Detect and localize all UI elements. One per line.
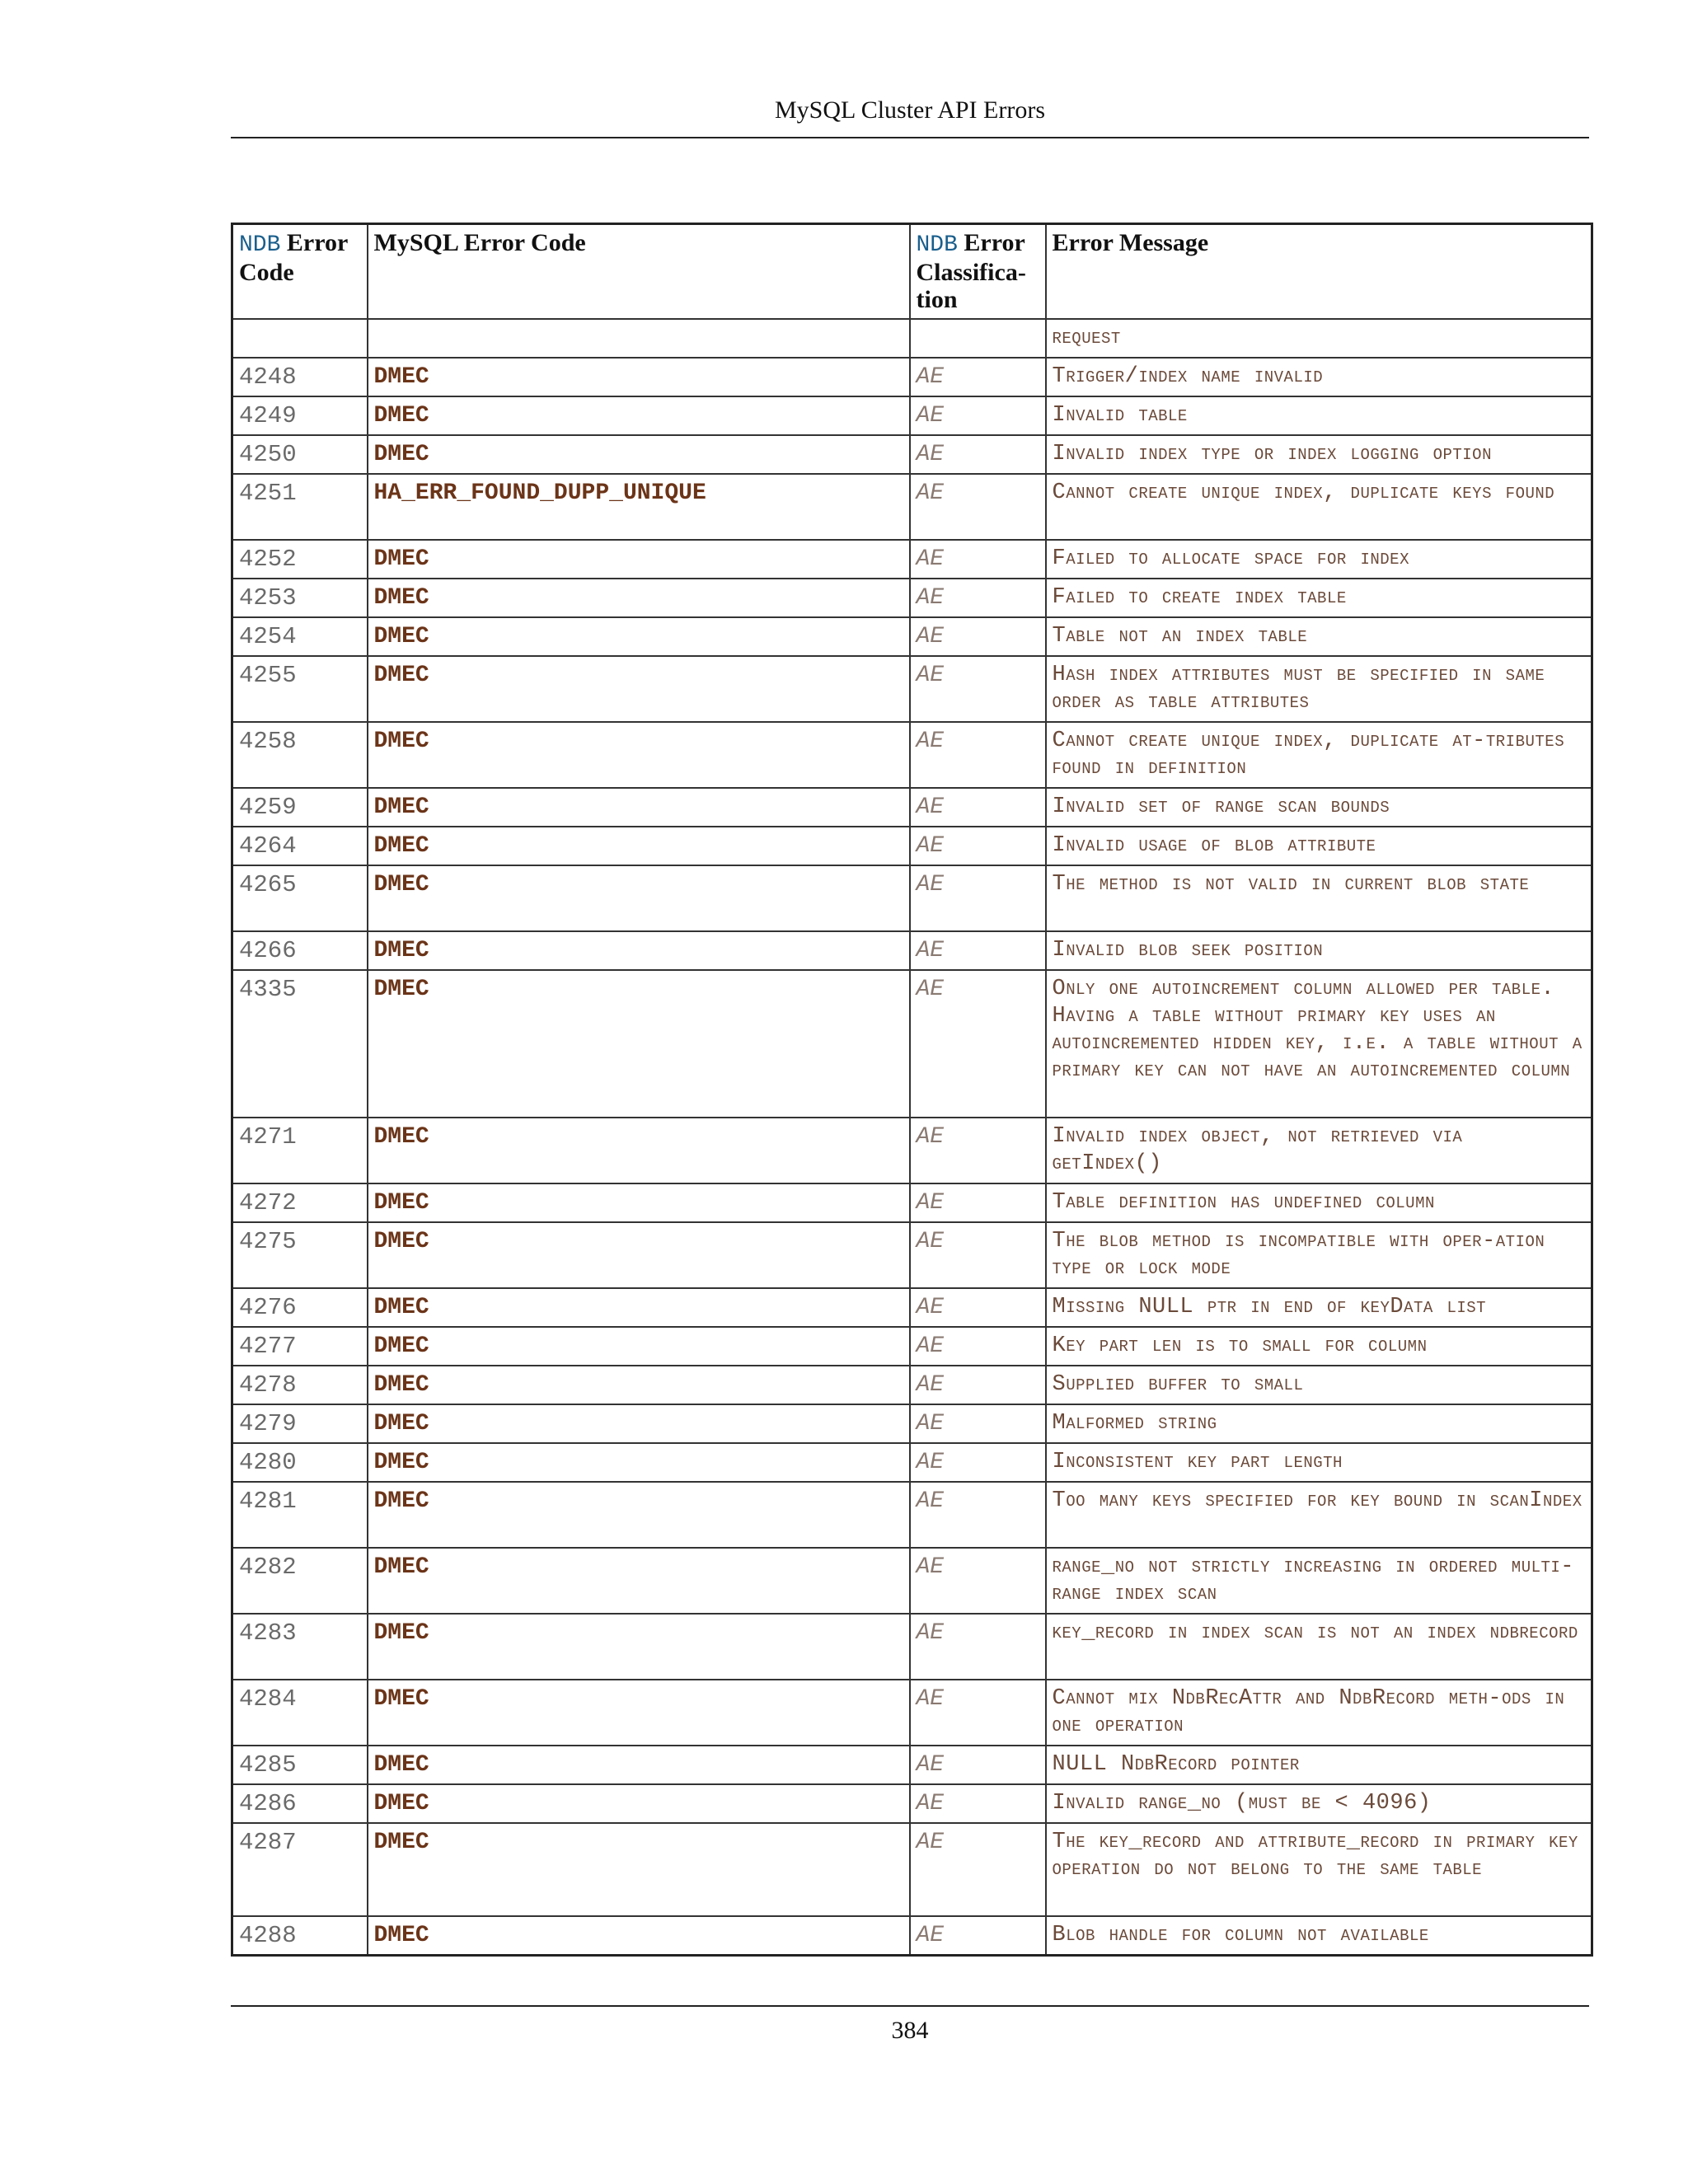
ndb-error-code-cell [232,319,368,358]
ndb-error-code-cell: 4250 [232,435,368,474]
error-classification-cell: AE [910,1680,1046,1746]
error-message-cell: key_record in index scan is not an index ndbrecord [1046,1614,1592,1680]
column-header-error-message [1046,224,1592,320]
mysql-error-code-cell: DMEC [368,931,910,970]
mysql-error-code-cell [368,319,910,358]
error-classification-cell: AE [910,540,1046,579]
mysql-error-code-cell: DMEC [368,435,910,474]
mysql-error-code-cell: DMEC [368,1784,910,1823]
ndb-error-code-cell: 4335 [232,970,368,1118]
table-row [232,1288,1592,1327]
column-header-label: Error Code [239,229,348,286]
mysql-error-code-cell: DMEC [368,827,910,865]
table-row [232,970,1592,1118]
error-classification-cell: AE [910,1916,1046,1956]
table-row [232,1746,1592,1784]
ndb-error-code-cell: 4254 [232,617,368,656]
error-classification-cell: AE [910,1784,1046,1823]
ndb-error-code-cell: 4265 [232,865,368,931]
error-message-cell: Too many keys specified for key bound in scanIndex [1046,1482,1592,1548]
table-row [232,1118,1592,1183]
error-classification-cell: AE [910,1288,1046,1327]
error-classification-cell: AE [910,1118,1046,1183]
ndb-error-code-cell: 4271 [232,1118,368,1183]
ndb-prefix: NDB [916,232,958,258]
ndb-error-code-cell: 4280 [232,1443,368,1482]
ndb-error-code-cell: 4264 [232,827,368,865]
mysql-error-code-cell: DMEC [368,1614,910,1680]
ndb-error-code-cell: 4252 [232,540,368,579]
table-row [232,1327,1592,1366]
mysql-error-code-cell: DMEC [368,1118,910,1183]
ndb-error-code-cell: 4286 [232,1784,368,1823]
mysql-error-code-cell: DMEC [368,1404,910,1443]
error-classification-cell: AE [910,1366,1046,1404]
ndb-error-code-cell: 4275 [232,1222,368,1288]
mysql-error-code-cell: DMEC [368,617,910,656]
mysql-error-code-cell: DMEC [368,1823,910,1916]
error-message-cell: Table not an index table [1046,617,1592,656]
error-message-cell: Invalid index object, not retrieved via getIndex() [1046,1118,1592,1183]
error-message-cell: The key_record and attribute_record in primary key operation do not belong to the same table [1046,1823,1592,1916]
error-classification-cell: AE [910,1823,1046,1916]
mysql-error-code-cell: DMEC [368,1443,910,1482]
error-classification-cell: AE [910,396,1046,435]
error-classification-cell: AE [910,931,1046,970]
error-message-cell: Missing NULL ptr in end of keyData list [1046,1288,1592,1327]
column-header-mysql-error-code [368,224,910,320]
mysql-error-code-cell: DMEC [368,722,910,788]
error-classification-cell: AE [910,617,1046,656]
ndb-error-code-cell: 4272 [232,1183,368,1222]
error-message-cell: NULL NdbRecord pointer [1046,1746,1592,1784]
error-message-cell: Cannot create unique index, duplicate keys found [1046,474,1592,540]
error-message-cell: Failed to allocate space for index [1046,540,1592,579]
mysql-error-code-cell: DMEC [368,1366,910,1404]
ndb-error-code-cell: 4278 [232,1366,368,1404]
error-classification-cell: AE [910,474,1046,540]
error-classification-cell: AE [910,579,1046,617]
page-header-title: MySQL Cluster API Errors [774,96,1046,124]
error-message-cell: Invalid set of range scan bounds [1046,788,1592,827]
table-row [232,1404,1592,1443]
table-row [232,1482,1592,1548]
table-row [232,722,1592,788]
table-row [232,1548,1592,1614]
table-row [232,1680,1592,1746]
page-number: 384 [891,2017,929,2044]
mysql-error-code-cell: DMEC [368,579,910,617]
ndb-error-code-cell: 4276 [232,1288,368,1327]
table-row [232,1443,1592,1482]
mysql-error-code-cell: DMEC [368,1183,910,1222]
error-message-cell: Invalid index type or index logging option [1046,435,1592,474]
mysql-error-code-cell: DMEC [368,1916,910,1956]
table-row [232,319,1592,358]
error-classification-cell: AE [910,827,1046,865]
mysql-error-code-cell: DMEC [368,1746,910,1784]
error-classification-cell: AE [910,1746,1046,1784]
ndb-error-code-cell: 4249 [232,396,368,435]
header-divider [231,137,1589,138]
error-classification-cell: AE [910,1482,1046,1548]
error-classification-cell: AE [910,1443,1046,1482]
error-classification-cell: AE [910,1614,1046,1680]
column-header-label: Error Message [1052,229,1209,256]
error-message-cell: Only one autoincrement column allowed per table. Having a table without primary key uses an autoincremented hidden key, i.e. a table without a primary key can not have an autoincremented column [1046,970,1592,1118]
error-message-cell: Malformed string [1046,1404,1592,1443]
error-classification-cell: AE [910,1548,1046,1614]
mysql-error-code-cell: DMEC [368,865,910,931]
mysql-error-code-cell: DMEC [368,1680,910,1746]
table-row [232,474,1592,540]
error-classification-cell [910,319,1046,358]
error-classification-cell: AE [910,358,1046,396]
error-classification-cell: AE [910,435,1046,474]
error-message-cell: range_no not strictly increasing in ordered multi-range index scan [1046,1548,1592,1614]
error-message-cell: Failed to create index table [1046,579,1592,617]
table-row [232,1823,1592,1916]
column-header-ndb-error-classification [910,224,1046,320]
mysql-error-code-cell: DMEC [368,358,910,396]
ndb-error-code-cell: 4253 [232,579,368,617]
error-classification-cell: AE [910,1404,1046,1443]
mysql-error-code-cell: DMEC [368,1482,910,1548]
table-row [232,1222,1592,1288]
error-message-cell: Blob handle for column not available [1046,1916,1592,1956]
error-classification-cell: AE [910,656,1046,722]
error-message-cell: Cannot mix NdbRecAttr and NdbRecord meth-ods in one operation [1046,1680,1592,1746]
error-message-cell: request [1046,319,1592,358]
table-row [232,540,1592,579]
table-row [232,358,1592,396]
error-message-cell: Trigger/index name invalid [1046,358,1592,396]
table-row [232,579,1592,617]
ndb-error-code-cell: 4283 [232,1614,368,1680]
ndb-error-code-cell: 4288 [232,1916,368,1956]
error-classification-cell: AE [910,865,1046,931]
table-row [232,656,1592,722]
table-row [232,1183,1592,1222]
mysql-error-code-cell: HA_ERR_FOUND_DUPP_UNIQUE [368,474,910,540]
ndb-error-code-cell: 4258 [232,722,368,788]
table-row [232,1916,1592,1956]
error-message-cell: Invalid range_no (must be < 4096) [1046,1784,1592,1823]
table-row [232,1366,1592,1404]
mysql-error-code-cell: DMEC [368,540,910,579]
error-message-cell: Cannot create unique index, duplicate at-tributes found in definition [1046,722,1592,788]
error-classification-cell: AE [910,970,1046,1118]
ndb-prefix: NDB [239,232,281,258]
ndb-error-code-cell: 4287 [232,1823,368,1916]
error-classification-cell: AE [910,722,1046,788]
table-row [232,396,1592,435]
mysql-error-code-cell: DMEC [368,788,910,827]
mysql-error-code-cell: DMEC [368,656,910,722]
table-row [232,931,1592,970]
table-row [232,1614,1592,1680]
error-classification-cell: AE [910,1222,1046,1288]
ndb-error-code-cell: 4285 [232,1746,368,1784]
error-classification-cell: AE [910,1183,1046,1222]
ndb-error-code-cell: 4277 [232,1327,368,1366]
table-row [232,435,1592,474]
mysql-error-code-cell: DMEC [368,1327,910,1366]
column-header-label: MySQL Error Code [373,229,586,256]
error-message-cell: Hash index attributes must be specified in same order as table attributes [1046,656,1592,722]
column-header-ndb-error-code [232,224,368,320]
column-header-label: Error Classifica-tion [916,229,1026,313]
ndb-error-code-cell: 4284 [232,1680,368,1746]
table-row [232,827,1592,865]
table-row [232,1784,1592,1823]
table-row [232,865,1592,931]
error-message-cell: Invalid table [1046,396,1592,435]
mysql-error-code-cell: DMEC [368,1288,910,1327]
error-message-cell: The blob method is incompatible with oper-ation type or lock mode [1046,1222,1592,1288]
error-codes-table [231,223,1593,1957]
mysql-error-code-cell: DMEC [368,970,910,1118]
ndb-error-code-cell: 4248 [232,358,368,396]
ndb-error-code-cell: 4282 [232,1548,368,1614]
ndb-error-code-cell: 4259 [232,788,368,827]
ndb-error-code-cell: 4281 [232,1482,368,1548]
error-message-cell: Supplied buffer to small [1046,1366,1592,1404]
ndb-error-code-cell: 4279 [232,1404,368,1443]
mysql-error-code-cell: DMEC [368,396,910,435]
mysql-error-code-cell: DMEC [368,1222,910,1288]
error-message-cell: Inconsistent key part length [1046,1443,1592,1482]
error-classification-cell: AE [910,788,1046,827]
table-row [232,617,1592,656]
ndb-error-code-cell: 4251 [232,474,368,540]
error-message-cell: Invalid blob seek position [1046,931,1592,970]
error-classification-cell: AE [910,1327,1046,1366]
mysql-error-code-cell: DMEC [368,1548,910,1614]
ndb-error-code-cell: 4266 [232,931,368,970]
error-message-cell: Invalid usage of blob attribute [1046,827,1592,865]
footer-divider [231,2005,1589,2007]
error-message-cell: The method is not valid in current blob state [1046,865,1592,931]
table-row [232,788,1592,827]
table-body [232,319,1592,1956]
error-message-cell: Table definition has undefined column [1046,1183,1592,1222]
table-header-row [232,224,1592,320]
error-message-cell: Key part len is to small for column [1046,1327,1592,1366]
ndb-error-code-cell: 4255 [232,656,368,722]
